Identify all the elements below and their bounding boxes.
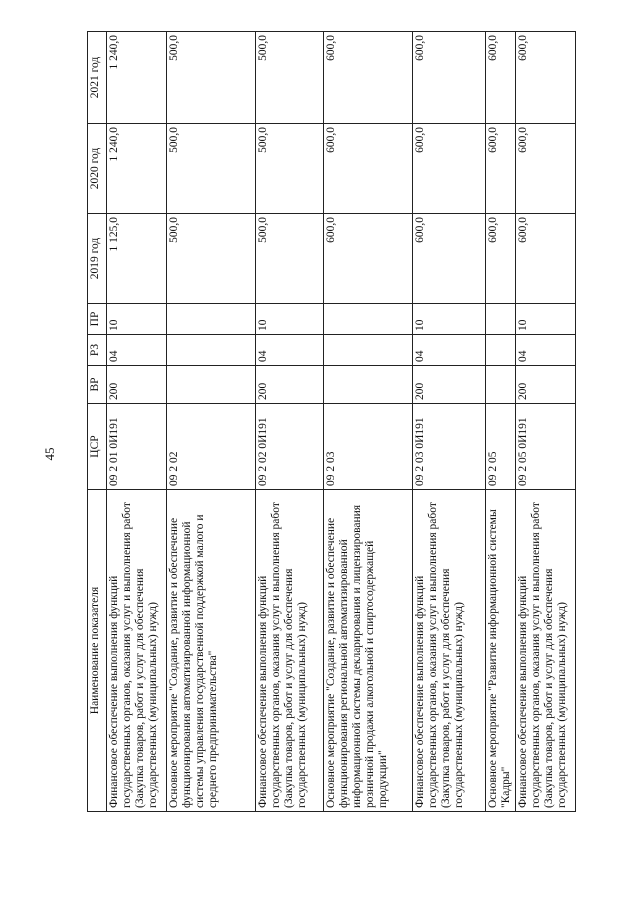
row-2020: 1 240,0 [107, 124, 167, 214]
row-2019: 600,0 [413, 214, 486, 304]
col-csr-header: ЦСР [88, 404, 107, 490]
budget-table [87, 31, 576, 812]
row-csr: 09 2 05 [486, 404, 516, 490]
row-name: Финансовое обеспечение выполнения функций государственных органов, оказания услуг и выполнения работ (Закупка товаров, работ и услуг для обеспечения государственных (муниципальных) нужд) [107, 490, 167, 812]
row-rz: 04 [256, 335, 324, 366]
row-2020: 500,0 [167, 124, 256, 214]
row-2019: 500,0 [256, 214, 324, 304]
row-name: Финансовое обеспечение выполнения функций государственных органов, оказания услуг и выполнения работ (Закупка товаров, работ и услуг для обеспечения государственных (муниципальных) нужд) [256, 490, 324, 812]
row-pr: 10 [516, 304, 576, 335]
col-vr-header: ВР [88, 366, 107, 404]
row-2019: 500,0 [167, 214, 256, 304]
row-2020: 600,0 [413, 124, 486, 214]
row-rz [167, 335, 256, 366]
row-2020: 600,0 [516, 124, 576, 214]
col-2019-header: 2019 год [88, 214, 107, 304]
row-rz: 04 [413, 335, 486, 366]
table-row [107, 32, 167, 812]
row-name: Основное мероприятие "Создание, развитие и обеспечение функционирования автоматизированной информационной системы управления государственной поддержкой малого и среднего предпринимательства" [167, 490, 256, 812]
row-2020: 600,0 [324, 124, 413, 214]
row-csr: 09 2 03 0И191 [413, 404, 486, 490]
page-number: 45 [42, 447, 57, 461]
row-2019: 1 125,0 [107, 214, 167, 304]
row-csr: 09 2 01 0И191 [107, 404, 167, 490]
row-pr [167, 304, 256, 335]
row-name: Финансовое обеспечение выполнения функций государственных органов, оказания услуг и выполнения работ (Закупка товаров, работ и услуг для обеспечения государственных (муниципальных) нужд) [516, 490, 576, 812]
row-2021: 600,0 [413, 32, 486, 124]
row-rz [486, 335, 516, 366]
row-csr: 09 2 03 [324, 404, 413, 490]
row-2021: 600,0 [324, 32, 413, 124]
row-vr: 200 [107, 366, 167, 404]
row-pr [324, 304, 413, 335]
row-rz: 04 [107, 335, 167, 366]
row-2021: 600,0 [516, 32, 576, 124]
col-2020-header: 2020 год [88, 124, 107, 214]
row-rz: 04 [516, 335, 576, 366]
row-2021: 500,0 [256, 32, 324, 124]
table-row [413, 32, 486, 812]
row-vr [167, 366, 256, 404]
col-name-header: Наименование показателя [88, 490, 107, 812]
row-csr: 09 2 02 [167, 404, 256, 490]
row-vr [324, 366, 413, 404]
col-rz-header: РЗ [88, 335, 107, 366]
row-2019: 600,0 [324, 214, 413, 304]
row-pr: 10 [107, 304, 167, 335]
row-2019: 600,0 [516, 214, 576, 304]
row-pr [486, 304, 516, 335]
row-2020: 600,0 [486, 124, 516, 214]
row-csr: 09 2 05 0И191 [516, 404, 576, 490]
row-vr [486, 366, 516, 404]
row-vr: 200 [516, 366, 576, 404]
row-rz [324, 335, 413, 366]
header-row [88, 32, 107, 812]
row-vr: 200 [256, 366, 324, 404]
row-pr: 10 [256, 304, 324, 335]
row-pr: 10 [413, 304, 486, 335]
row-name: Основное мероприятие "Создание, развитие и обеспечение функционирования региональной автоматизированной информационной системы декларирования и лицензирования розничной продажи алкогольной и спиртосодержащей продукции" [324, 490, 413, 812]
col-pr-header: ПР [88, 304, 107, 335]
table-row [486, 32, 516, 812]
row-csr: 09 2 02 0И191 [256, 404, 324, 490]
rotated-budget-table [87, 32, 569, 812]
table-row [256, 32, 324, 812]
row-name: Финансовое обеспечение выполнения функций государственных органов, оказания услуг и выполнения работ (Закупка товаров, работ и услуг для обеспечения государственных (муниципальных) нужд) [413, 490, 486, 812]
row-2020: 500,0 [256, 124, 324, 214]
row-2021: 500,0 [167, 32, 256, 124]
row-2021: 1 240,0 [107, 32, 167, 124]
row-name: Основное мероприятие "Развитие информационной системы "Кадры" [486, 490, 516, 812]
table-row [324, 32, 413, 812]
table-row [516, 32, 576, 812]
table-row [167, 32, 256, 812]
row-2019: 600,0 [486, 214, 516, 304]
col-2021-header: 2021 год [88, 32, 107, 124]
row-2021: 600,0 [486, 32, 516, 124]
row-vr: 200 [413, 366, 486, 404]
